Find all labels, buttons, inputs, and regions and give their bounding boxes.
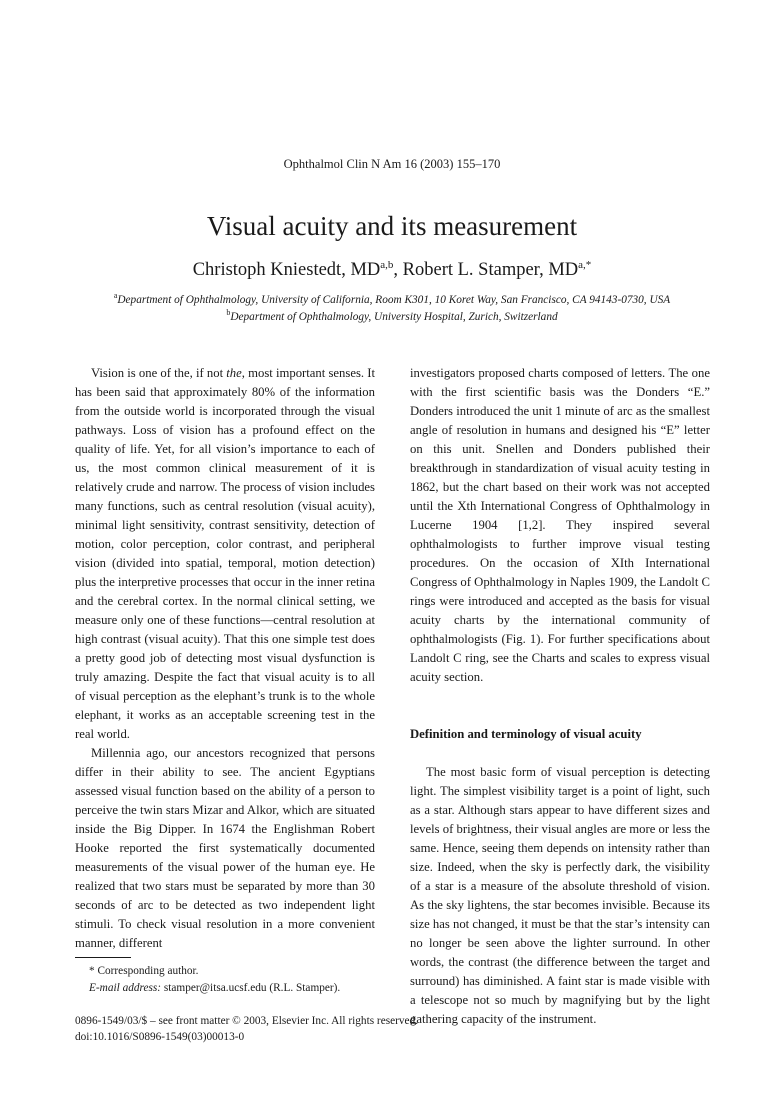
body-paragraph: Millennia ago, our ancestors recognized that persons differ in their ability to see. The ancient Egyptians assessed visual function based on the ability of a person to perceive the twin stars Mizar and Alkor, which are situated inside the Big Dipper. In 1674 the Englishman Robert Hooke reported the first systematically documented measurements of the visual power of the human eye. He realized that two stars must be separated by more than 30 seconds of arc to be detected as two independent light stimuli. To check visual resolution in a more convenient manner, different <box>75 746 375 950</box>
copyright-line: 0896-1549/03/$ – see front matter © 2003, Elsevier Inc. All rights reserved. <box>75 1015 419 1027</box>
journal-citation: Ophthalmol Clin N Am 16 (2003) 155–170 <box>283 157 501 171</box>
affiliation-a <box>60 291 724 306</box>
footnote-divider <box>75 957 131 958</box>
author-separator: , <box>393 260 403 280</box>
body-paragraph <box>75 364 375 744</box>
emphasis-text: the <box>226 366 242 380</box>
affiliation-marker: a,b <box>380 259 394 271</box>
affiliation-marker: a,* <box>578 259 592 271</box>
body-paragraph: investigators proposed charts composed of letters. The one with the first scientific basis was the Donders “E.” Donders introduced the unit 1 minute of arc as the smallest angle of resolution in humans and designed his “E” letter on this unit. Snellen and Donders published their breakthrough in standardization of visual acuity testing in 1862, but the chart based on their work was not accepted until the Xth International Congress of Ophthalmology in Lucerne 1904 [1,2]. They inspired several ophthalmologists to further improve visual testing procedures. On the occasion of XIth International Congress of Ophthalmology in Naples 1909, the Landolt C rings were introduced and accepted as the basis for visual acuity charts by the international community of ophthalmologists (Fig. 1). For further specifications about Landolt C ring, see the Charts and scales to express visual acuity section. <box>410 366 710 684</box>
doi-line: doi:10.1016/S0896-1549(03)00013-0 <box>75 1031 245 1043</box>
footnote-email <box>75 980 399 996</box>
author-name: Robert L. Stamper, MD <box>402 260 579 280</box>
email-value: stamper@itsa.ucsf.edu (R.L. Stamper). <box>161 982 341 994</box>
body-paragraph: The most basic form of visual perception is detecting light. The simplest visibility target is a point of light, such as a star. Although stars appear to have different sizes and levels of brightness, their visual angles are more or less the same. Hence, seeing them depends on intensity rather than size. Indeed, when the sky is perfectly dark, the visibility of a star is a measure of the absolute threshold of vision. As the sky lightens, the star becomes invisible. Because its size has not changed, it must be that the star’s intensity can no longer be seen above the lighter surround. In other words, the contrast (the difference between the target and surround) has diminished. A faint star is made visible with a telescope not so much by magnifying but by the light gathering capacity of the instrument. <box>410 765 710 1026</box>
paragraph-text: Vision is one of the, if not <box>91 366 227 380</box>
left-column <box>75 364 375 953</box>
right-column <box>410 364 710 1029</box>
email-label: E-mail address: <box>89 982 162 994</box>
affiliation-text: Department of Ophthalmology, University of California, Room K301, 10 Koret Way, San Francisco, CA 94143-0730, USA <box>117 294 671 306</box>
section-heading: Definition and terminology of visual acuity <box>410 727 642 741</box>
paragraph-text: , most important senses. It has been said that approximately 80% of the information from the outside world is incorporated through the visual pathways. Loss of vision has a profound effect on the quality of life. Yet, for all vision’s importance to each of us, the most common clinical measurement of it is relatively crude and narrow. The process of vision includes many functions, such as central resolution (visual acuity), minimal light sensitivity, contrast sensitivity, detection of motion, color perception, color contrast, and peripheral vision (divided into spatial, temporal, motion detection) plus the interpretive processes that occur in the inner retina and the cerebral cortex. In the normal clinical setting, we measure only one of these functions—central resolution at high contrast (visual acuity). That this one simple test does a pretty good job of detecting most visual dysfunction is truly amazing. Despite the fact that visual acuity is to all of visual perception as the elephant’s trunk is to the whole elephant, it works as an acceptable screening test in the real world. <box>75 366 375 741</box>
footnote-corresponding: * Corresponding author. <box>89 965 199 977</box>
copyright-block <box>75 1013 418 1045</box>
author-name: Christoph Kniestedt, MD <box>192 260 381 280</box>
article-title: Visual acuity and its measurement <box>206 211 578 241</box>
affiliation-b <box>60 308 724 323</box>
affiliation-text: Department of Ophthalmology, University Hospital, Zurich, Switzerland <box>230 311 558 323</box>
affiliation-marker: b <box>226 308 231 317</box>
author-list <box>0 260 784 281</box>
affiliation-marker: a <box>113 291 118 300</box>
